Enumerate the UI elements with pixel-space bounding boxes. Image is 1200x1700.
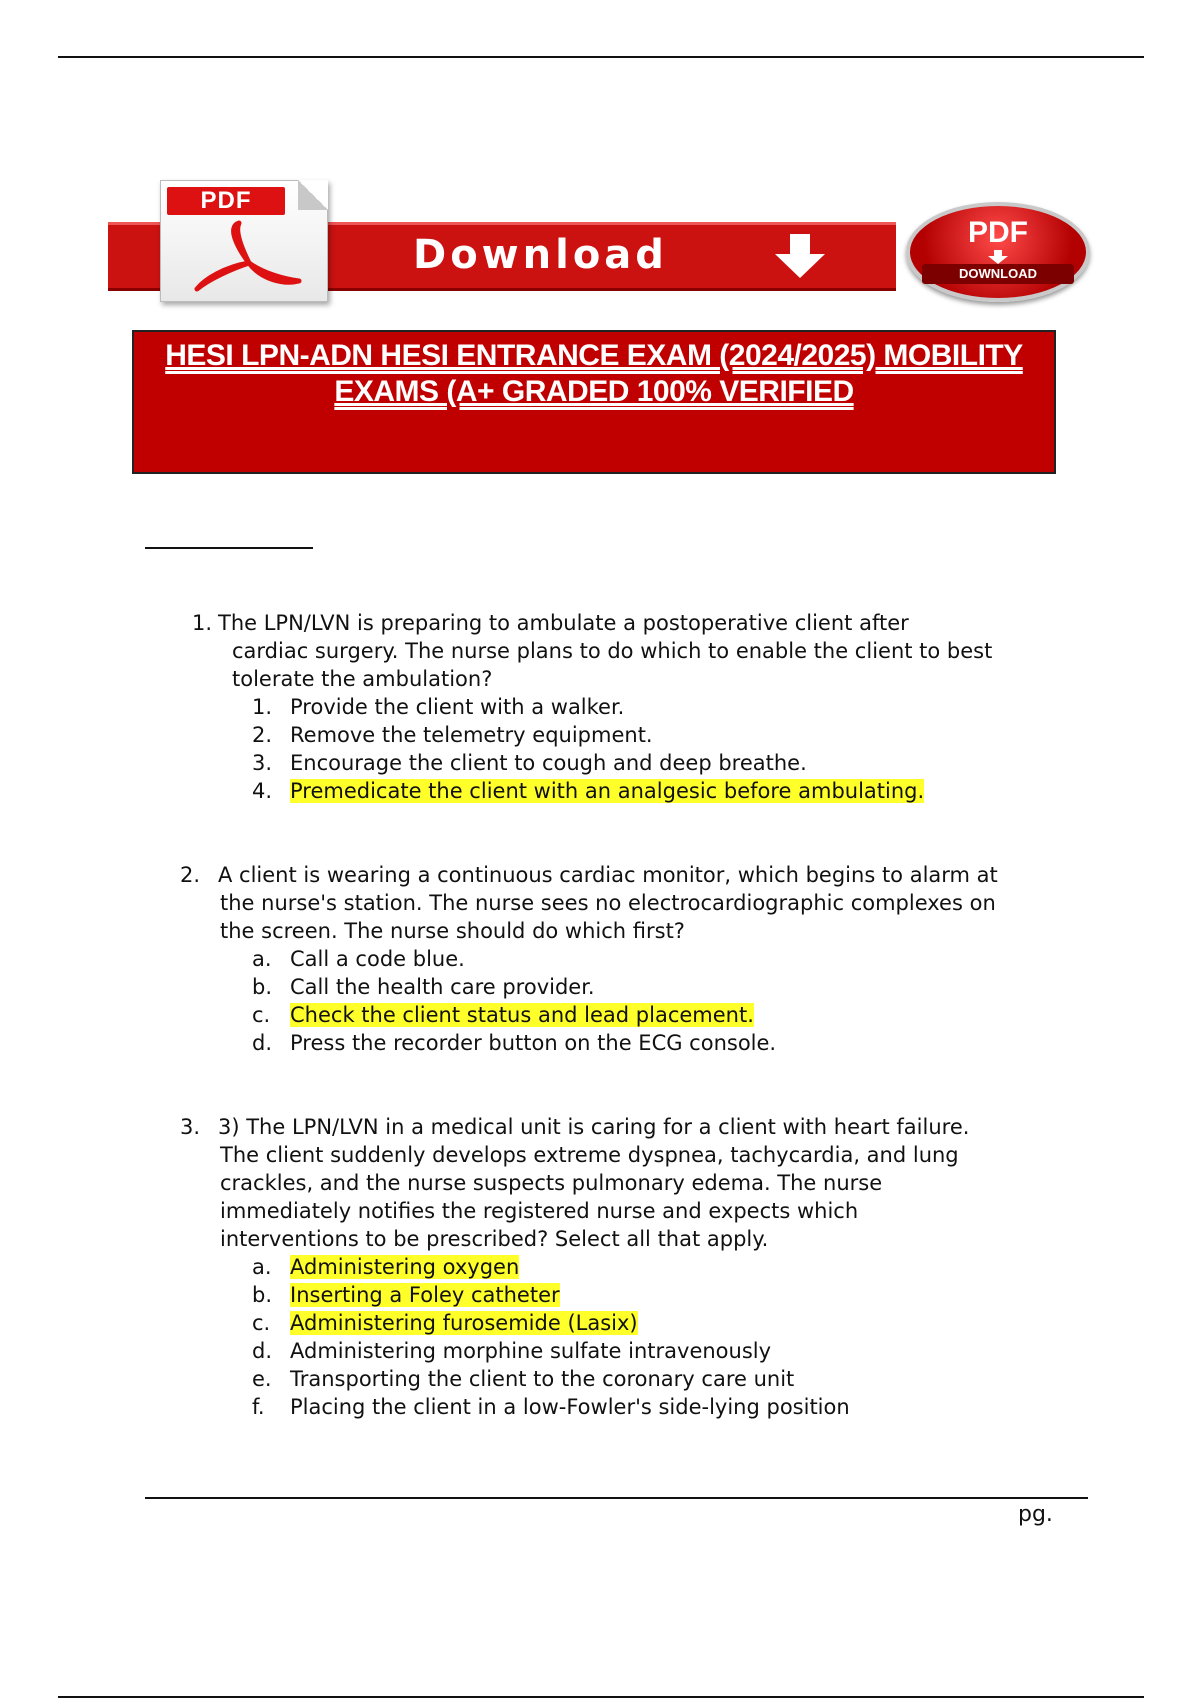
pdf-tag-label: PDF (167, 187, 285, 215)
answer-option-correct[interactable] (252, 1281, 1070, 1309)
badge-download-label: DOWNLOAD (922, 264, 1074, 284)
answer-option[interactable] (252, 945, 1070, 973)
highlighted-option-text: Check the client status and lead placement. (290, 1003, 754, 1027)
option-text: Placing the client in a low-Fowler's side-lying position (290, 1395, 850, 1419)
stem-line: The client suddenly develops extreme dyspnea, tachycardia, and lung (220, 1143, 959, 1167)
option-text: Call the health care provider. (290, 975, 595, 999)
option-text: Administering morphine sulfate intravenously (290, 1339, 772, 1363)
option-text: Provide the client with a walker. (290, 695, 625, 719)
answer-option-correct[interactable] (252, 1001, 1070, 1029)
highlighted-option-text: Administering furosemide (Lasix) (290, 1311, 638, 1335)
title-line-1: HESI LPN-ADN HESI ENTRANCE EXAM (2024/2025) MOBILITY (165, 339, 1023, 372)
page-label: pg. (1018, 1502, 1053, 1527)
option-text: Encourage the client to cough and deep breathe. (290, 751, 807, 775)
option-marker: c. (252, 1311, 271, 1335)
answer-options (252, 693, 1070, 805)
answer-option[interactable] (252, 973, 1070, 1001)
pdf-download-banner[interactable] (108, 180, 1078, 300)
question-2 (170, 861, 1070, 1057)
option-marker: 3. (252, 751, 273, 775)
acrobat-logo-icon (179, 217, 319, 297)
option-marker: 2. (252, 723, 273, 747)
answer-option-correct[interactable] (252, 777, 1070, 805)
answer-option[interactable] (252, 1337, 1070, 1365)
stem-line: A client is wearing a continuous cardiac monitor, which begins to alarm at (218, 863, 998, 887)
option-marker: d. (252, 1031, 273, 1055)
title-line-2: EXAMS (A+ GRADED 100% VERIFIED (334, 375, 854, 408)
option-marker: 4. (252, 779, 273, 803)
answer-option[interactable] (252, 1365, 1070, 1393)
answer-option[interactable] (252, 693, 1070, 721)
option-text: Press the recorder button on the ECG console. (290, 1031, 777, 1055)
option-marker: c. (252, 1003, 271, 1027)
pdf-document-icon (160, 180, 328, 302)
badge-pdf-label: PDF (968, 216, 1028, 249)
question-number: 1. (192, 611, 213, 635)
question-1 (170, 609, 1070, 805)
answer-option[interactable] (252, 749, 1070, 777)
stem-line: immediately notifies the registered nurse and expects which (220, 1199, 859, 1223)
stem-line: cardiac surgery. The nurse plans to do which to enable the client to best (232, 639, 993, 663)
badge-arrow-icon (988, 250, 1008, 264)
answer-option-correct[interactable] (252, 1309, 1070, 1337)
highlighted-option-text: Premedicate the client with an analgesic before ambulating. (290, 779, 925, 803)
top-rule (58, 56, 1144, 58)
option-marker: b. (252, 1283, 273, 1307)
short-rule (145, 547, 313, 549)
question-stem (218, 861, 1070, 945)
stem-line: tolerate the ambulation? (232, 667, 493, 691)
answer-option-correct[interactable] (252, 1253, 1070, 1281)
option-marker: 1. (252, 695, 273, 719)
answer-options (252, 1253, 1070, 1421)
question-stem (218, 609, 1070, 693)
download-arrow-icon (773, 234, 827, 278)
bottom-rule (58, 1696, 1144, 1698)
stem-line: the nurse's station. The nurse sees no electrocardiographic complexes on (220, 891, 996, 915)
exam-title-box (132, 330, 1056, 474)
option-marker: e. (252, 1367, 272, 1391)
option-marker: d. (252, 1339, 273, 1363)
option-marker: a. (252, 1255, 272, 1279)
footer-rule (145, 1497, 1088, 1499)
answer-option[interactable] (252, 721, 1070, 749)
option-text: Remove the telemetry equipment. (290, 723, 653, 747)
answer-option[interactable] (252, 1393, 1070, 1421)
stem-line: the screen. The nurse should do which first? (220, 919, 685, 943)
option-text: Call a code blue. (290, 947, 465, 971)
highlighted-option-text: Inserting a Foley catheter (290, 1283, 560, 1307)
answer-option[interactable] (252, 1029, 1070, 1057)
stem-line: interventions to be prescribed? Select all that apply. (220, 1227, 769, 1251)
question-3 (170, 1113, 1070, 1421)
option-marker: f. (252, 1395, 265, 1419)
download-label[interactable]: Download (413, 232, 668, 278)
option-marker: a. (252, 947, 272, 971)
stem-line: crackles, and the nurse suspects pulmonary edema. The nurse (220, 1171, 883, 1195)
answer-options (252, 945, 1070, 1057)
question-number: 3. (180, 1115, 201, 1139)
stem-line: The LPN/LVN is preparing to ambulate a postoperative client after (218, 611, 909, 635)
question-number: 2. (180, 863, 201, 887)
question-stem (218, 1113, 1070, 1253)
highlighted-option-text: Administering oxygen (290, 1255, 520, 1279)
pdf-download-badge[interactable] (906, 202, 1090, 302)
option-marker: b. (252, 975, 273, 999)
stem-line: 3) The LPN/LVN in a medical unit is caring for a client with heart failure. (218, 1115, 970, 1139)
option-text: Transporting the client to the coronary care unit (290, 1367, 795, 1391)
